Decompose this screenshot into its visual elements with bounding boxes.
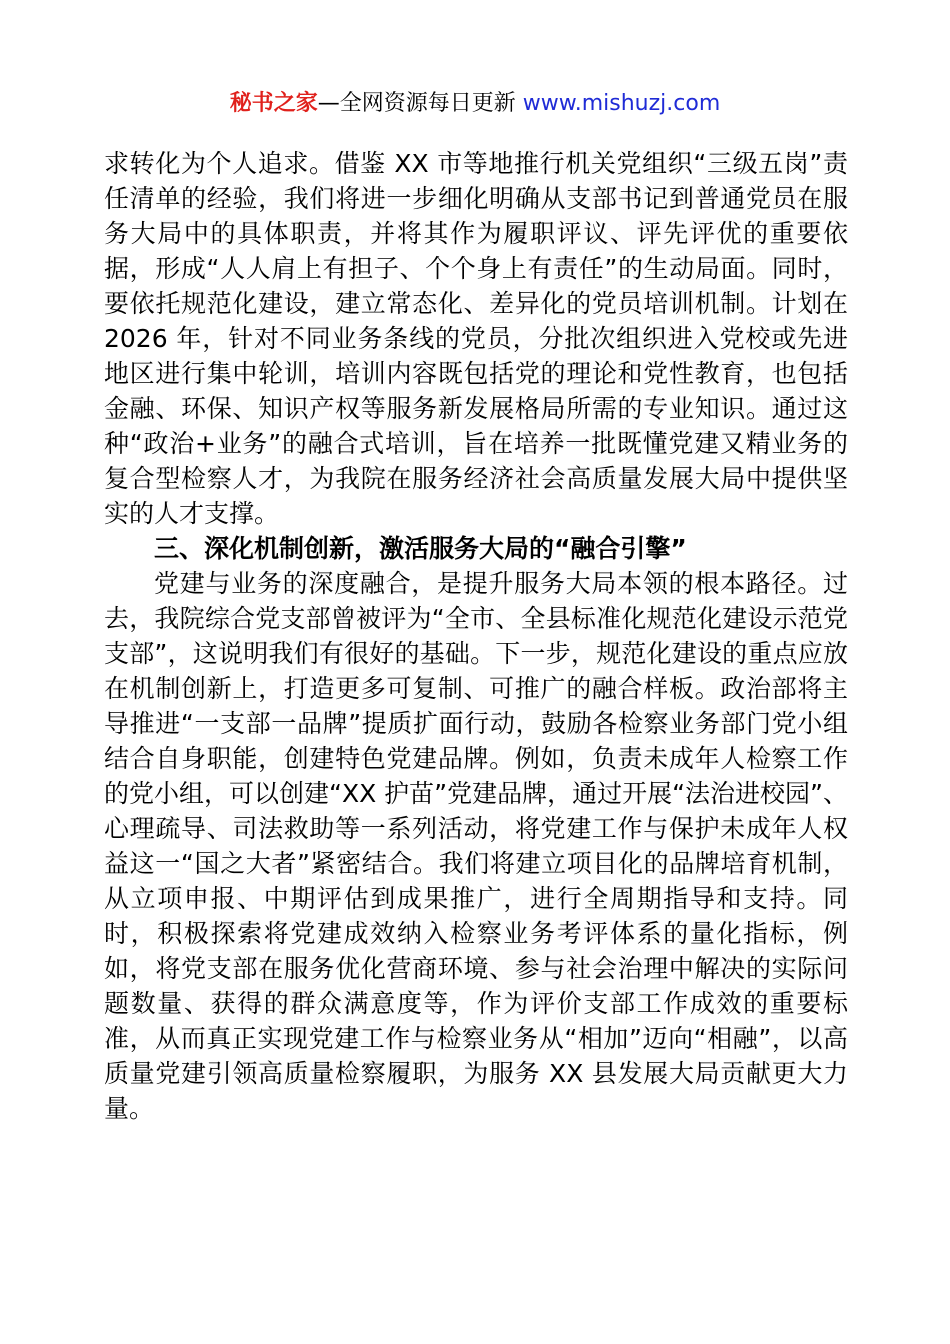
website-url[interactable]: www.mishuzj.com: [522, 91, 721, 116]
body-paragraph: 求转化为个人追求。借鉴 XX 市等地推行机关党组织“三级五岗”责任清单的经验，我们将进一步细化明确从支部书记到普通党员在服务大局中的具体职责，并将其作为履职评议、评先评优的重要依据，形成“人人肩上有担子、个个身上有责任”的生动局面。同时，要依托规范化建设，建立常态化、差异化的党员培训机制。计划在2026 年，针对不同业务条线的党员，分批次组织进入党校或先进地区进行集中轮训，培训内容既包括党的理论和党性教育，也包括金融、环保、知识产权等服务新发展格局所需的专业知识。通过这种“政治+业务”的融合式培训，旨在培养一批既懂党建又精业务的复合型检察人才，为我院在服务经济社会高质量发展大局中提供坚实的人才支撑。: [104, 149, 848, 528]
document-body: [104, 146, 848, 1126]
brand-name: 秘书之家: [229, 91, 318, 116]
section-heading: 三、深化机制创新，激活服务大局的“融合引擎”: [154, 534, 687, 563]
header-tagline: —全网资源每日更新: [317, 91, 523, 116]
body-paragraph: 党建与业务的深度融合，是提升服务大局本领的根本路径。过去，我院综合党支部曾被评为“全市、全县标准化规范化建设示范党支部”，这说明我们有很好的基础。下一步，规范化建设的重点应放在机制创新上，打造更多可复制、可推广的融合样板。政治部将主导推进“一支部一品牌”提质扩面行动，鼓励各检察业务部门党小组结合自身职能，创建特色党建品牌。例如，负责未成年人检察工作的党小组，可以创建“XX 护苗”党建品牌，通过开展“法治进校园”、心理疏导、司法救助等一系列活动，将党建工作与保护未成年人权益这一“国之大者”紧密结合。我们将建立项目化的品牌培育机制，从立项申报、中期评估到成果推广，进行全周期指导和支持。同时，积极探索将党建成效纳入检察业务考评体系的量化指标，例如，将党支部在服务优化营商环境、参与社会治理中解决的实际问题数量、获得的群众满意度等，作为评价支部工作成效的重要标准，从而真正实现党建工作与检察业务从“相加”迈向“相融”，以高质量党建引领高质量检察履职，为服务 XX 县发展大局贡献更大力量。: [104, 569, 849, 1123]
page-header: [0, 88, 950, 120]
